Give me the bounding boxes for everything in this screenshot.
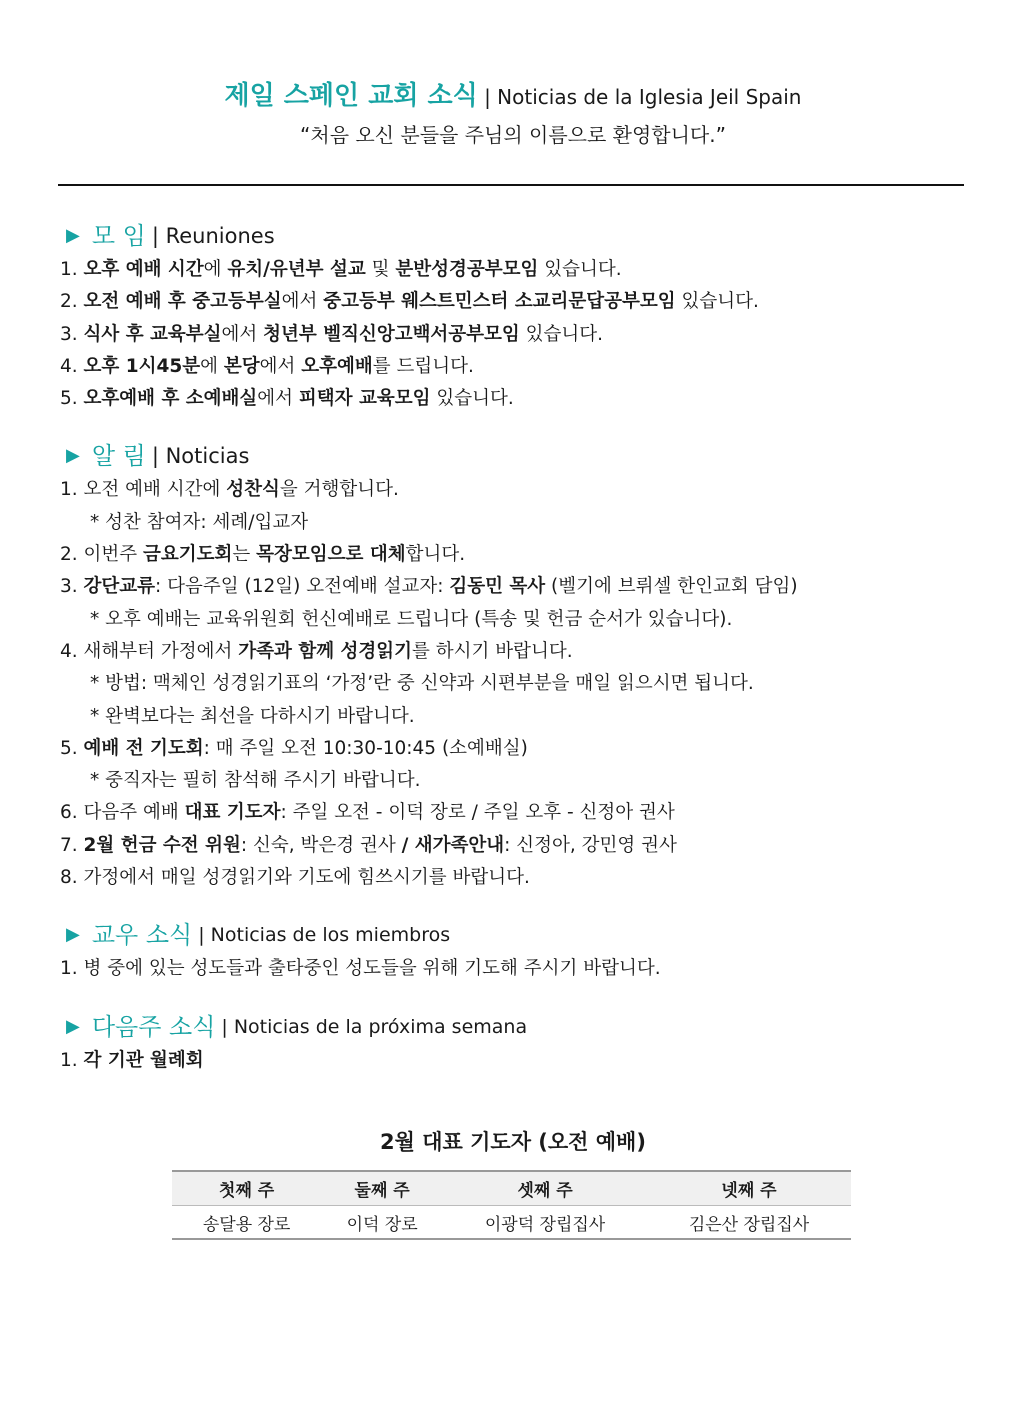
bold-text: 김동민 목사 <box>449 576 546 598</box>
triangle-bullet-icon: ▶ <box>66 1015 80 1037</box>
section-heading <box>60 438 970 474</box>
text-segment: 5. <box>60 388 84 410</box>
list-item <box>60 862 970 894</box>
sub-note <box>60 604 970 636</box>
section-title-spanish: | Noticias de los miembros <box>198 924 451 947</box>
text-segment: 6. 다음주 예배 <box>60 802 185 824</box>
text-segment: 있습니다. <box>519 323 604 345</box>
text-segment: 에서 <box>281 291 324 313</box>
text-segment: 에서 <box>221 323 264 345</box>
roster-cell: 김은산 장립집사 <box>647 1206 851 1240</box>
roster-body <box>172 1206 851 1240</box>
list-item <box>60 286 970 318</box>
triangle-bullet-icon: ▶ <box>66 445 80 467</box>
text-segment: 7. <box>60 834 84 856</box>
list-item <box>60 830 970 862</box>
section-4 <box>60 1009 970 1077</box>
text-segment: 3. <box>60 323 84 345</box>
sub-note <box>60 765 970 797</box>
sub-note <box>60 507 970 539</box>
list-item <box>60 953 970 985</box>
title-korean: 제일 스페인 교회 소식 <box>224 81 478 111</box>
bold-text: 분반성경공부모임 <box>395 259 539 280</box>
text-segment: (벨기에 브뤼셀 한인교회 담임) <box>545 576 798 598</box>
section-1 <box>60 218 970 415</box>
text-segment: 5. <box>60 737 84 759</box>
sub-note <box>60 668 970 700</box>
bold-text: 오후예배 후 소예배실 <box>83 388 258 410</box>
bold-text: 오후 1시45분 <box>83 355 201 377</box>
text-segment: * 완벽보다는 최선을 다하시기 바랍니다. <box>90 705 415 727</box>
bulletin-title <box>0 80 1026 113</box>
list-item <box>60 636 970 668</box>
text-segment: 를 드립니다. <box>372 355 474 377</box>
bold-text: 오후 예배 시간 <box>83 259 204 280</box>
list-item <box>60 319 970 351</box>
title-separator: | <box>477 85 498 109</box>
section-title-spanish: | Noticias <box>151 444 250 469</box>
text-segment: 1. 오전 예배 시간에 <box>60 479 227 501</box>
section-3 <box>60 917 970 985</box>
text-segment: 2. <box>60 291 84 313</box>
text-segment: 에 <box>200 355 224 377</box>
text-segment: 1. <box>60 259 84 280</box>
section-title-korean: 알 림 <box>91 442 146 471</box>
text-segment: : 신정아, 강민영 권사 <box>504 834 677 856</box>
text-segment: 있습니다. <box>675 291 759 313</box>
sub-note <box>60 701 970 733</box>
list-item <box>60 797 970 829</box>
bold-text: 예배 전 기도회 <box>83 737 204 759</box>
text-segment: 3. <box>60 576 84 598</box>
list-item <box>60 474 970 506</box>
text-segment: * 오후 예배는 교육위원회 헌신예배로 드립니다 (특송 및 헌금 순서가 있습니다). <box>90 608 733 630</box>
section-2 <box>60 438 970 894</box>
text-segment: : 다음주일 (12일) 오전예배 설교자: <box>155 576 450 598</box>
bold-text: 2월 헌금 수전 위원 <box>83 834 241 856</box>
section-heading <box>60 218 970 254</box>
roster-header-cell: 넷째 주 <box>647 1171 851 1206</box>
text-segment: 4. 새해부터 가정에서 <box>60 640 239 662</box>
text-segment: 8. 가정에서 매일 성경읽기와 기도에 힘쓰시기를 바랍니다. <box>60 867 530 889</box>
text-segment: 에서 <box>259 355 302 377</box>
text-segment: 2. 이번주 <box>60 544 144 566</box>
bold-text: 중고등부 웨스트민스터 소교리문답공부모임 <box>323 291 676 313</box>
welcome-message: “처음 오신 분들을 주님의 이름으로 환영합니다.” <box>300 123 726 147</box>
bold-text: 청년부 벨직신앙고백서공부모임 <box>263 323 520 345</box>
text-segment: * 방법: 맥체인 성경읽기표의 ‘가정’란 중 신약과 시편부분을 매일 읽으시면 됩니다. <box>90 673 754 695</box>
table-row <box>172 1206 851 1240</box>
bold-text: 본당 <box>223 355 260 377</box>
title-spanish: Noticias de la Iglesia Jeil Spain <box>497 85 802 109</box>
text-segment: : 신숙, 박은경 권사 <box>240 834 402 856</box>
text-segment: * 성찬 참여자: 세례/입교자 <box>90 511 309 533</box>
text-segment: 를 하시기 바랍니다. <box>412 640 573 662</box>
text-segment: : 주일 오전 - 이덕 장로 / 주일 오후 - 신정아 권사 <box>280 802 675 824</box>
triangle-bullet-icon: ▶ <box>66 924 80 946</box>
bold-text: 대표 기도자 <box>184 802 281 824</box>
bulletin-header <box>0 80 1026 148</box>
roster-cell: 이덕 장로 <box>321 1206 443 1240</box>
text-segment: 에 <box>203 259 228 280</box>
bold-text: 각 기관 월례회 <box>83 1049 204 1071</box>
bold-text: 유치/유년부 설교 <box>227 259 366 280</box>
text-segment: 합니다. <box>405 544 466 566</box>
text-segment: 을 거행합니다. <box>279 479 399 501</box>
list-item <box>60 539 970 571</box>
roster-header-row <box>172 1171 851 1206</box>
text-segment: 는 <box>232 544 257 566</box>
text-segment: 및 <box>365 259 396 280</box>
bold-text: 오전 예배 후 중고등부실 <box>83 291 282 313</box>
section-heading <box>60 917 970 953</box>
roster-cell: 송달용 장로 <box>172 1206 321 1240</box>
bold-text: 피택자 교육모임 <box>298 388 431 410</box>
text-segment: 에서 <box>257 388 299 410</box>
bold-text: 금요기도회 <box>143 544 233 566</box>
text-segment: * 중직자는 필히 참석해 주시기 바랍니다. <box>90 770 421 792</box>
header-divider <box>58 184 964 186</box>
section-title-spanish: | Noticias de la próxima semana <box>221 1015 528 1038</box>
roster-cell: 이광덕 장립집사 <box>443 1206 647 1240</box>
section-title-spanish: | Reuniones <box>151 224 275 248</box>
bold-text: 오후예배 <box>301 355 373 377</box>
list-item <box>60 571 970 603</box>
text-segment: : 매 주일 오전 10:30-10:45 (소예배실) <box>203 737 528 759</box>
text-segment: 1. 병 중에 있는 성도들과 출타중인 성도들을 위해 기도해 주시기 바랍니다. <box>60 958 661 980</box>
text-segment: 있습니다. <box>430 388 514 410</box>
bold-text: / 새가족안내 <box>401 834 505 856</box>
list-item <box>60 1045 970 1077</box>
roster-title: 2월 대표 기도자 (오전 예배) <box>380 1130 646 1154</box>
bold-text: 목장모임으로 대체 <box>256 544 406 566</box>
list-item <box>60 733 970 765</box>
list-item <box>60 254 970 286</box>
roster-header-cell: 첫째 주 <box>172 1171 321 1206</box>
section-title-korean: 교우 소식 <box>91 921 193 950</box>
list-item <box>60 383 970 415</box>
roster-header-cell: 셋째 주 <box>443 1171 647 1206</box>
text-segment: 있습니다. <box>538 259 622 280</box>
text-segment: 1. <box>60 1049 84 1071</box>
section-title-korean: 다음주 소식 <box>91 1012 216 1041</box>
section-title-korean: 모 임 <box>91 222 146 250</box>
roster-header-cell: 둘째 주 <box>321 1171 443 1206</box>
text-segment: 4. <box>60 355 84 377</box>
bold-text: 가족과 함께 성경읽기 <box>238 640 412 662</box>
section-heading <box>60 1009 970 1045</box>
prayer-roster-table <box>172 1170 851 1240</box>
bold-text: 강단교류 <box>83 576 156 598</box>
bold-text: 식사 후 교육부실 <box>83 323 222 345</box>
announcement-sections <box>60 218 970 1100</box>
bold-text: 성찬식 <box>226 479 280 501</box>
list-item <box>60 351 970 383</box>
triangle-bullet-icon: ▶ <box>66 225 80 246</box>
